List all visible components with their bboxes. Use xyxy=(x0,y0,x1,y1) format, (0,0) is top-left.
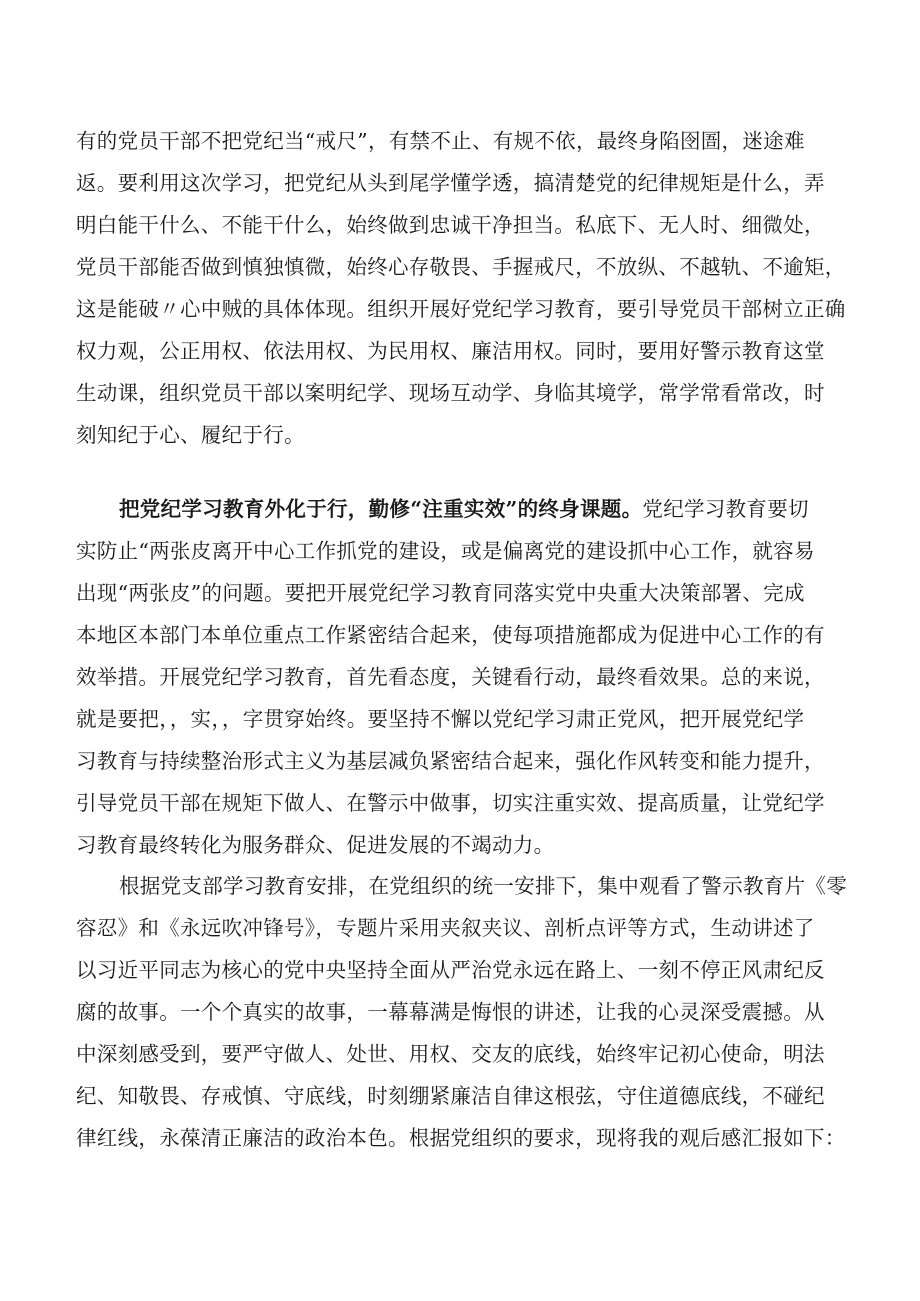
text-line: 容忍》和《永远吹冲锋号》，专题片采用夹叙夹议、剖析点评等方式，生动讲述了 xyxy=(76,916,815,940)
text-line: 有的党员干部不把党纪当“戒尺”，有禁不止、有规不依，最终身陷囹圄，迷途难 xyxy=(76,129,805,153)
text-line: 权力观，公正用权、依法用权、为民用权、廉洁用权。同时，要用好警示教育这堂 xyxy=(76,339,825,363)
text-line: 以习近平同志为核心的党中央坚持全面从严治党永远在路上、一刻不停正风肃纪反 xyxy=(76,958,825,982)
text-line: 效举措。开展党纪学习教育，首先看态度，关键看行动，最终看效果。总的来说， xyxy=(76,665,825,689)
text-line: 党员干部能否做到慎独慎微，始终心存敬畏、手握戒尺，不放纵、不越轨、不逾矩， xyxy=(76,255,846,279)
text-line: 生动课，组织党员干部以案明纪学、现场互动学、身临其境学，常学常看常改，时 xyxy=(76,381,825,405)
text-line: 律红线，永葆清正廉洁的政治本色。根据党组织的要求，现将我的观后感汇报如下： xyxy=(76,1126,846,1150)
text-line: 本地区本部门本单位重点工作紧密结合起来，使每项措施都成为促进中心工作的有 xyxy=(76,623,825,647)
text-line: 腐的故事。一个个真实的故事，一幕幕满是悔恨的讲述，让我的心灵深受震撼。从 xyxy=(76,1000,825,1024)
text-line-rest: 党纪学习教育要切 xyxy=(642,497,809,521)
text-line: 实防止“两张皮离开中心工作抓党的建设，或是偏离党的建设抓中心工作，就容易 xyxy=(76,539,815,563)
text-line: 中深刻感受到，要严守做人、处世、用权、交友的底线，始终牢记初心使命，明法 xyxy=(76,1042,825,1066)
text-line: 返。要利用这次学习，把党纪从头到尾学懂学透，搞清楚党的纪律规矩是什么，弄 xyxy=(76,171,825,195)
text-line: 出现“两张皮”的问题。要把开展党纪学习教育同落实党中央重大决策部署、完成 xyxy=(76,581,805,605)
text-line: 明白能干什么、不能干什么，始终做到忠诚干净担当。私底下、无人时、细微处， xyxy=(76,213,825,237)
paragraph-practical-results xyxy=(76,488,866,866)
text-line: 刻知纪于心、履纪于行。 xyxy=(76,423,305,447)
text-line-first: 根据党支部学习教育安排，在党组织的统一安排下，集中观看了警示教育片《零 xyxy=(119,874,847,898)
text-line: 这是能破〃心中贼的具体体现。组织开展好党纪学习教育，要引导党员干部树立正确 xyxy=(76,297,846,321)
paragraph-warning-film xyxy=(76,865,866,1159)
text-line: 就是要把，，实，，字贯穿始终。要坚持不懈以党纪学习肃正党风，把开展党纪学 xyxy=(76,707,805,731)
paragraph-discipline-study xyxy=(76,120,866,456)
text-line: 引导党员干部在规矩下做人、在警示中做事，切实注重实效、提高质量，让党纪学 xyxy=(76,791,825,815)
section-heading: 把党纪学习教育外化于行，勤修“注重实效”的终身课题。 xyxy=(119,497,643,521)
text-line: 纪、知敬畏、存戒慎、守底线，时刻绷紧廉洁自律这根弦，守住道德底线，不碰纪 xyxy=(76,1084,825,1108)
text-line: 习教育最终转化为服务群众、促进发展的不竭动力。 xyxy=(76,833,555,857)
text-line: 习教育与持续整治形式主义为基层减负紧密结合起来，强化作风转变和能力提升， xyxy=(76,749,825,773)
text-line-first xyxy=(76,488,866,530)
